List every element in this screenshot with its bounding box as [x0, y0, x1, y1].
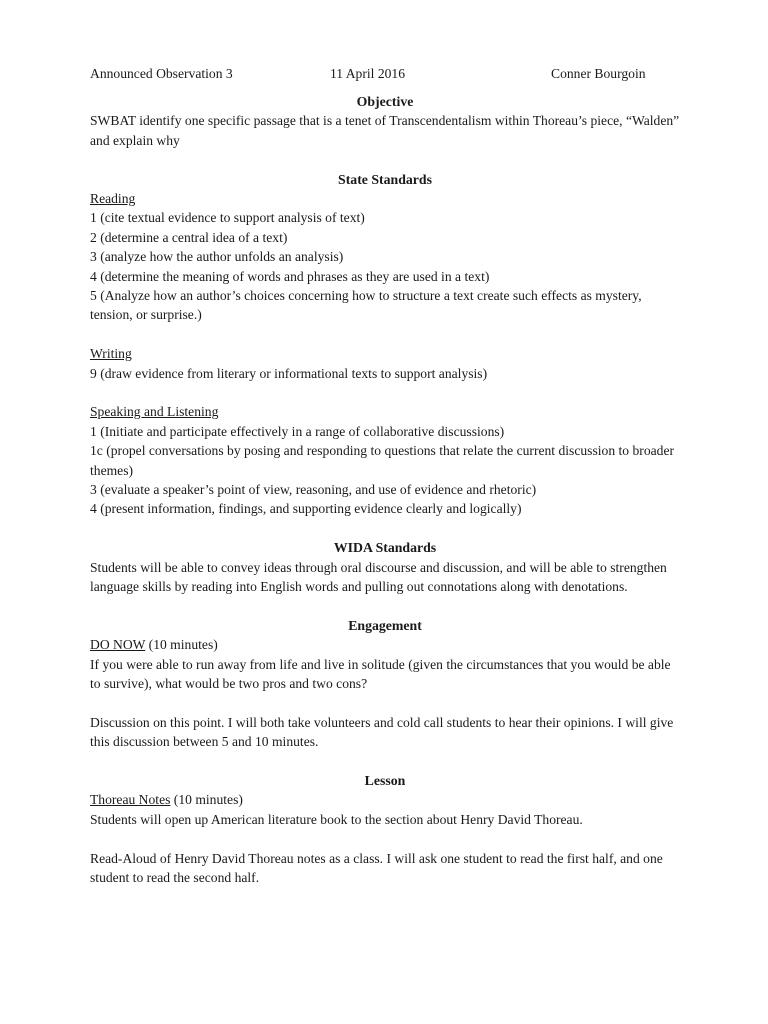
document-body: [90, 64, 680, 887]
do-now-time: (10 minutes): [145, 637, 218, 653]
wida-text: Students will be able to convey ideas through oral discourse and discussion, and will be able to strengthen language skills by reading into English words and pulling out connotations along with denotations.: [90, 559, 667, 595]
discussion-text: Discussion on this point. I will both take volunteers and cold call students to hear their opinions. I will give this discussion between 5 and 10 minutes.: [90, 714, 674, 750]
speaking-listening-heading: Speaking and Listening: [90, 404, 219, 420]
thoreau-notes-line: [90, 790, 680, 809]
observation-date: 11 April 2016: [330, 66, 406, 81]
reading-item: 4 (determine the meaning of words and phrases as they are used in a text): [90, 268, 490, 284]
objective-text: SWBAT identify one specific passage that is a tenet of Transcendentalism within Thoreau’s piece, “Walden” and explain why: [90, 113, 680, 148]
speaking-item: 4 (present information, findings, and supporting evidence clearly and logically): [90, 501, 522, 517]
thoreau-notes-label: Thoreau Notes: [90, 792, 171, 808]
lesson-heading: Lesson: [364, 773, 406, 789]
reading-item: 3 (analyze how the author unfolds an analysis): [90, 249, 344, 265]
reading-item: 5 (Analyze how an author’s choices concerning how to structure a text create such effects as mystery, tension, or surprise.): [90, 288, 642, 323]
read-aloud-text: Read-Aloud of Henry David Thoreau notes as a class. I will ask one student to read the first half, and one student to read the second half.: [90, 850, 663, 886]
document-header: [90, 64, 680, 84]
reading-item: 1 (cite textual evidence to support analysis of text): [90, 210, 365, 226]
do-now-label: DO NOW: [90, 637, 146, 653]
objective-heading: Objective: [356, 94, 414, 109]
reading-item: 2 (determine a central idea of a text): [90, 229, 288, 245]
observation-title: Announced Observation 3: [90, 66, 233, 81]
state-standards-heading: State Standards: [338, 171, 432, 187]
author-name: Conner Bourgoin: [551, 66, 646, 81]
do-now-line: [90, 635, 680, 654]
speaking-item: 1c (propel conversations by posing and responding to questions that relate the current discussion to broader themes): [90, 443, 675, 478]
thoreau-notes-text: Students will open up American literature book to the section about Henry David Thoreau.: [90, 811, 583, 827]
speaking-item: 3 (evaluate a speaker’s point of view, reasoning, and use of evidence and rhetoric): [90, 482, 537, 498]
reading-heading: Reading: [90, 190, 136, 206]
speaking-item: 1 (Initiate and participate effectively in a range of collaborative discussions): [90, 423, 505, 439]
wida-heading: WIDA Standards: [333, 540, 437, 556]
writing-item: 9 (draw evidence from literary or informational texts to support analysis): [90, 365, 488, 381]
engagement-heading: Engagement: [348, 617, 422, 633]
do-now-prompt: If you were able to run away from life and live in solitude (given the circumstances that you would be able to survive), what would be two pros and two cons?: [90, 656, 671, 692]
thoreau-notes-time: (10 minutes): [170, 792, 243, 808]
writing-heading: Writing: [90, 346, 132, 362]
